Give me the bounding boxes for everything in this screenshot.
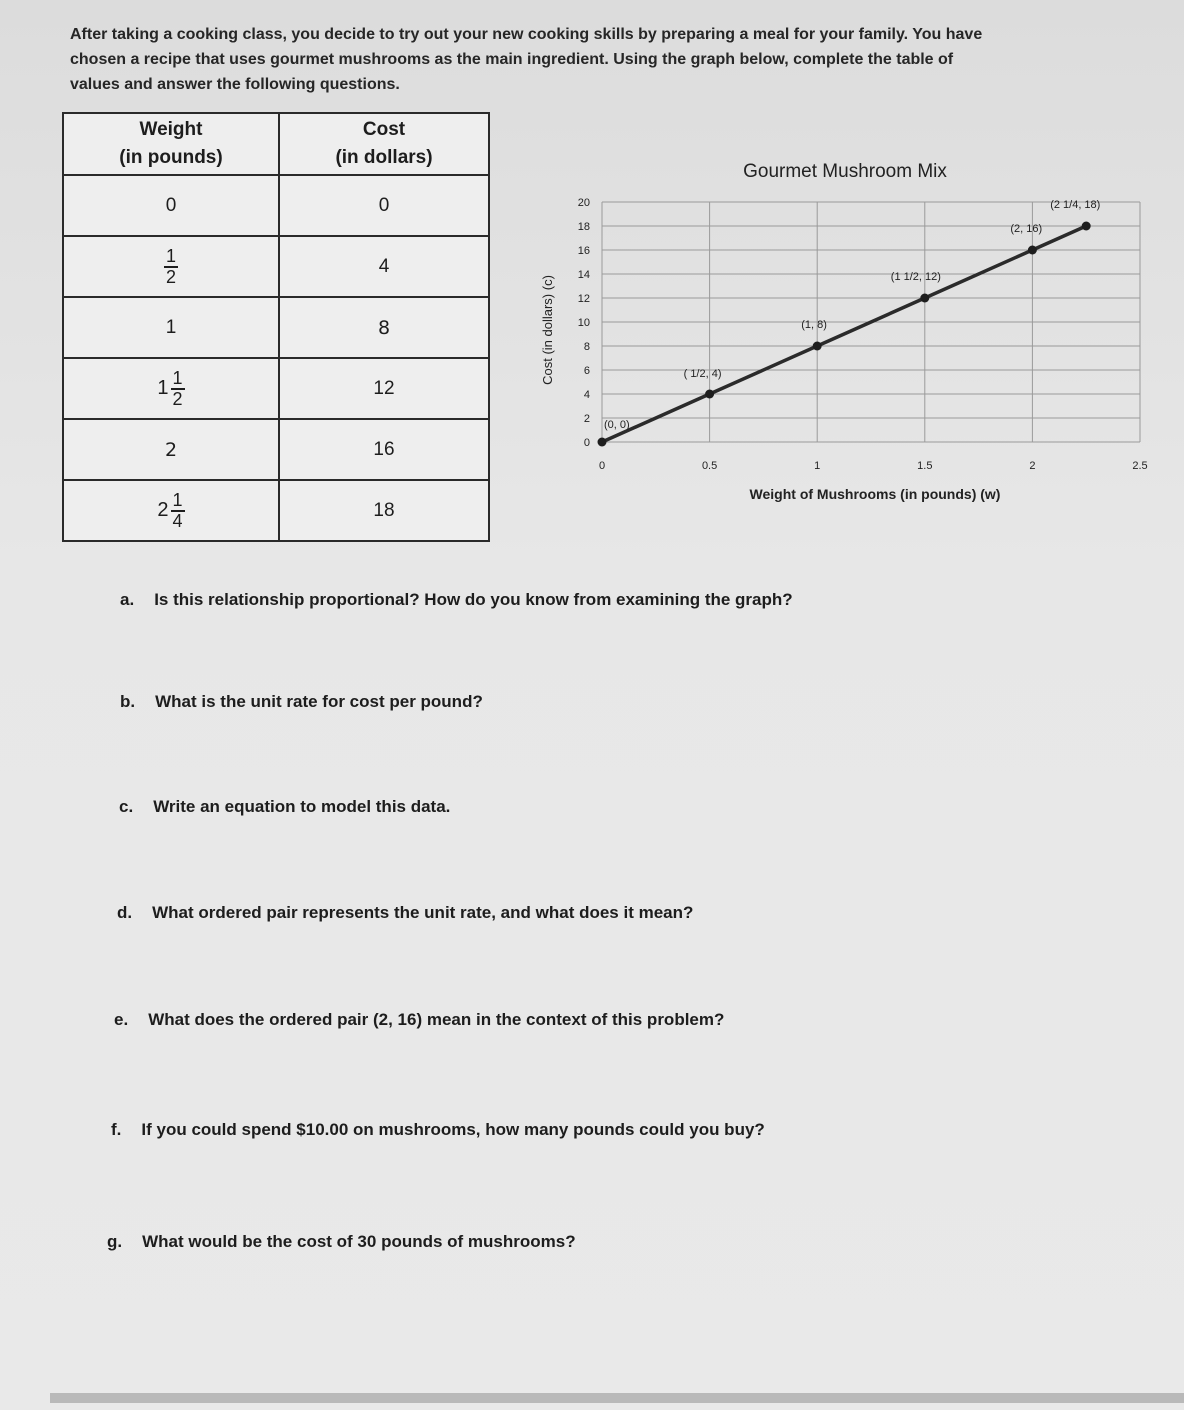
mixed-whole: 2 xyxy=(157,499,169,521)
question-letter: f. xyxy=(111,1120,122,1139)
question-letter: d. xyxy=(117,903,133,922)
point-label: ( 1/2, 4) xyxy=(683,368,722,380)
question-text: Write an equation to model this data. xyxy=(153,797,451,816)
y-tick-label: 16 xyxy=(577,245,590,257)
table-row xyxy=(63,236,489,297)
x-tick-label: 2.5 xyxy=(1132,460,1148,472)
x-tick-label: 1.5 xyxy=(917,460,933,472)
table-header-row xyxy=(63,113,489,175)
question-letter: c. xyxy=(119,797,134,816)
question-text: What would be the cost of 30 pounds of mushrooms? xyxy=(142,1232,576,1251)
table-row xyxy=(63,358,489,419)
intro-paragraph xyxy=(70,22,1150,97)
gourmet-mushroom-chart xyxy=(530,150,1170,520)
weight-cell-handwritten[interactable]: 2 xyxy=(63,419,279,480)
weight-fraction xyxy=(171,369,185,409)
cost-cell[interactable]: 0 xyxy=(279,175,489,236)
weight-fraction xyxy=(171,491,185,531)
weight-cell[interactable]: 1 xyxy=(63,297,279,358)
table-row xyxy=(63,175,489,236)
question-b xyxy=(120,692,483,712)
header-cost xyxy=(279,113,489,175)
data-point xyxy=(813,342,822,351)
point-label: (0, 0) xyxy=(604,419,630,431)
fraction-denominator: 4 xyxy=(172,510,183,531)
intro-line-1: After taking a cooking class, you decide to try out your new cooking skills by preparing a meal for your family. You have xyxy=(70,26,983,43)
cost-cell[interactable]: 4 xyxy=(279,236,489,297)
weight-cell[interactable] xyxy=(63,358,279,419)
x-tick-label: 2 xyxy=(1029,460,1036,472)
question-letter: a. xyxy=(120,590,135,609)
cost-cell[interactable]: 16 xyxy=(279,419,489,480)
mixed-whole: 1 xyxy=(157,377,169,399)
fraction-numerator: 1 xyxy=(172,489,183,510)
question-text: What ordered pair represents the unit rate, and what does it mean? xyxy=(152,903,694,922)
y-tick-label: 4 xyxy=(583,389,590,401)
data-point xyxy=(1082,222,1091,231)
chart-x-axis-label: Weight of Mushrooms (in pounds) (w) xyxy=(749,486,1001,502)
series-line xyxy=(602,226,1086,442)
header-weight-line1: Weight xyxy=(139,119,203,140)
question-a xyxy=(120,590,793,610)
y-tick-label: 14 xyxy=(577,269,590,281)
y-tick-label: 20 xyxy=(577,197,590,209)
question-letter: e. xyxy=(114,1010,129,1029)
header-weight-line2: (in pounds) xyxy=(119,147,223,168)
table-row xyxy=(63,297,489,358)
x-tick-label: 0.5 xyxy=(701,460,718,472)
data-point xyxy=(920,294,929,303)
y-tick-label: 10 xyxy=(577,317,590,329)
point-label: (1 1/2, 12) xyxy=(890,271,941,283)
header-cost-line1: Cost xyxy=(362,119,406,140)
weight-cell[interactable] xyxy=(63,236,279,297)
fraction-denominator: 2 xyxy=(172,388,183,409)
weight-cell[interactable] xyxy=(63,480,279,541)
fraction-numerator: 1 xyxy=(172,367,183,388)
chart-y-axis-label: Cost (in dollars) (c) xyxy=(540,275,555,385)
question-d xyxy=(117,903,693,923)
fraction-numerator: 1 xyxy=(165,245,176,266)
point-label: (2, 16) xyxy=(1010,223,1043,235)
intro-line-3: values and answer the following questions. xyxy=(70,76,400,93)
y-tick-label: 0 xyxy=(583,437,590,449)
values-table xyxy=(62,112,490,542)
y-tick-label: 12 xyxy=(577,293,590,305)
question-text: If you could spend $10.00 on mushrooms, how many pounds could you buy? xyxy=(141,1120,765,1139)
data-point xyxy=(598,438,607,447)
intro-line-2: chosen a recipe that uses gourmet mushrooms as the main ingredient. Using the graph below, complete the table of xyxy=(70,51,954,68)
header-cost-line2: (in dollars) xyxy=(335,147,433,168)
cost-cell-handwritten[interactable]: 8 xyxy=(279,297,489,358)
header-weight xyxy=(63,113,279,175)
data-point xyxy=(705,390,714,399)
question-letter: b. xyxy=(120,692,136,711)
weight-cell[interactable]: 0 xyxy=(63,175,279,236)
question-f xyxy=(111,1120,765,1140)
question-letter: g. xyxy=(107,1232,123,1251)
chart-title: Gourmet Mushroom Mix xyxy=(743,161,947,182)
x-tick-label: 0 xyxy=(598,460,606,472)
cost-cell[interactable]: 12 xyxy=(279,358,489,419)
y-tick-label: 18 xyxy=(577,221,590,233)
question-c xyxy=(119,797,450,817)
y-tick-label: 6 xyxy=(583,365,590,377)
weight-mixed-number xyxy=(157,491,184,531)
x-tick-label: 1 xyxy=(814,460,821,472)
question-text: Is this relationship proportional? How do you know from examining the graph? xyxy=(154,590,793,609)
y-tick-label: 8 xyxy=(583,341,590,353)
data-point xyxy=(1028,246,1037,255)
cost-cell[interactable]: 18 xyxy=(279,480,489,541)
weight-fraction xyxy=(164,247,178,287)
question-e xyxy=(114,1010,724,1030)
y-tick-label: 2 xyxy=(583,413,590,425)
question-text: What is the unit rate for cost per pound? xyxy=(155,692,483,711)
question-text: What does the ordered pair (2, 16) mean in the context of this problem? xyxy=(148,1010,725,1029)
question-g xyxy=(107,1232,576,1252)
fraction-denominator: 2 xyxy=(165,266,176,287)
table-row xyxy=(63,419,489,480)
bottom-divider xyxy=(50,1393,1184,1403)
point-label: (2 1/4, 18) xyxy=(1050,199,1101,211)
point-label: (1, 8) xyxy=(801,319,827,331)
table-row xyxy=(63,480,489,541)
weight-mixed-number xyxy=(157,369,184,409)
